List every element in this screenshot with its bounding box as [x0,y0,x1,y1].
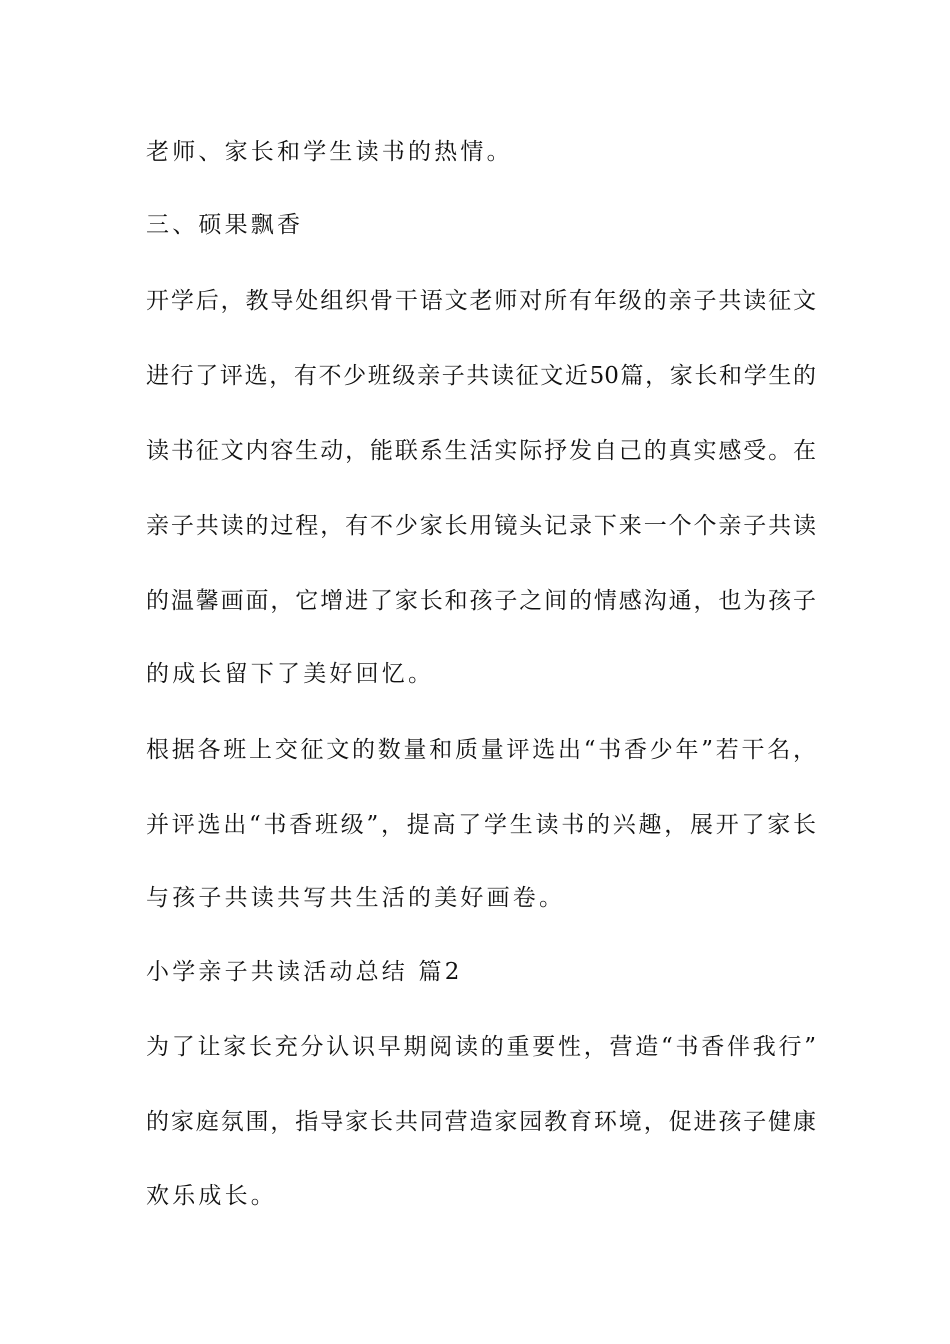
paragraph-line: 的温馨画面，它增进了家长和孩子之间的情感沟通，也为孩子 [146,588,816,614]
paragraph-line: 的家庭氛围，指导家长共同营造家园教育环境，促进孩子健康 [146,1109,816,1135]
paragraph-line: 与孩子共读共写共生活的美好画卷。 [146,885,566,911]
paragraph-line: 亲子共读的过程，有不少家长用镜头记录下来一个个亲子共读 [146,513,816,539]
paragraph-line: 读书征文内容生动，能联系生活实际抒发自己的真实感受。在 [146,438,816,464]
paragraph-line: 进行了评选，有不少班级亲子共读征文近50篇，家长和学生的 [146,363,816,389]
paragraph-line: 的成长留下了美好回忆。 [146,661,435,687]
paragraph-line: 欢乐成长。 [146,1183,277,1209]
paragraph-line: 为了让家长充分认识早期阅读的重要性，营造“书香伴我行” [146,1034,816,1060]
paragraph-line: 根据各班上交征文的数量和质量评选出“书香少年”若干名， [146,737,816,763]
section-heading: 三、硕果飘香 [146,212,304,238]
paragraph-line: 老师、家长和学生读书的热情。 [146,139,513,165]
article-title: 小学亲子共读活动总结 篇2 [146,959,463,985]
paragraph-line: 开学后，教导处组织骨干语文老师对所有年级的亲子共读征文 [146,288,816,314]
paragraph-line: 并评选出“书香班级”，提高了学生读书的兴趣，展开了家长 [146,812,816,838]
